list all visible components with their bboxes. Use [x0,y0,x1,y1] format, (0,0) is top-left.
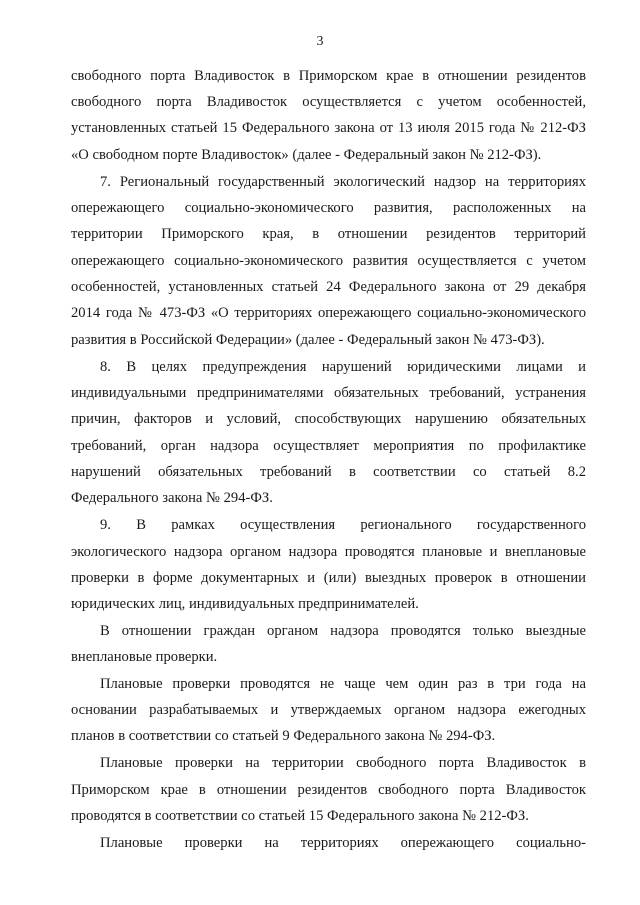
page-number: 3 [316,34,324,49]
text-line: развития в Российской Федерации» (далее - Федеральный закон № 473-ФЗ). [71,332,545,348]
text-line: планов в соответствии со статьей 9 Федерального закона № 294-ФЗ. [71,728,496,744]
text-line: требований, орган надзора осуществляет мероприятия по профилактике [71,438,586,454]
text-line: 8. В целях предупреждения нарушений юридическими лицами и [100,359,586,375]
text-line: В отношении граждан органом надзора проводятся только выездные [100,623,586,639]
text-line: причин, факторов и условий, способствующих нарушению обязательных [71,411,586,427]
text-line: Приморском крае в отношении резидентов свободного порта Владивосток [71,782,586,798]
text-line: основании разрабатываемых и утверждаемых органом надзора ежегодных [71,702,586,718]
text-line: опережающего социально-экономического развития осуществляется с учетом [71,253,586,269]
text-line: свободного порта Владивосток осуществляется с учетом особенностей, [71,94,586,110]
text-line: внеплановые проверки. [71,649,218,665]
text-line: 7. Региональный государственный экологический надзор на территориях [100,174,586,190]
text-line: 9. В рамках осуществления регионального государственного [100,517,586,533]
text-line: территории Приморского края, в отношении резидентов территорий [71,226,586,242]
text-line: Плановые проверки на территориях опережающего социально- [100,835,586,851]
text-line: нарушений обязательных требований в соответствии со статьей 8.2 [71,464,586,480]
text-line: проводятся в соответствии со статьей 15 Федерального закона № 212-ФЗ. [71,808,529,824]
text-line: опережающего социально-экономического развития, расположенных на [71,200,586,216]
text-line: Плановые проверки на территории свободного порта Владивосток в [100,755,586,771]
text-line: Плановые проверки проводятся не чаще чем один раз в три года на [100,676,586,692]
text-line: свободного порта Владивосток в Приморском крае в отношении резидентов [71,68,586,84]
text-line: проверки в форме документарных и (или) выездных проверок в отношении [71,570,586,586]
text-line: Федерального закона № 294-ФЗ. [71,490,273,506]
text-line: 2014 года № 473-ФЗ «О территориях опережающего социально-экономического [71,305,586,321]
text-line: «О свободном порте Владивосток» (далее - Федеральный закон № 212-ФЗ). [71,147,542,163]
text-line: установленных статьей 15 Федерального закона от 13 июля 2015 года № 212-ФЗ [71,120,586,136]
text-line: особенностей, установленных статьей 24 Федерального закона от 29 декабря [71,279,586,295]
text-line: юридических лиц, индивидуальных предпринимателей. [71,596,419,612]
text-line: экологического надзора органом надзора проводятся плановые и внеплановые [71,544,586,560]
text-line: индивидуальными предпринимателями обязательных требований, устранения [71,385,586,401]
